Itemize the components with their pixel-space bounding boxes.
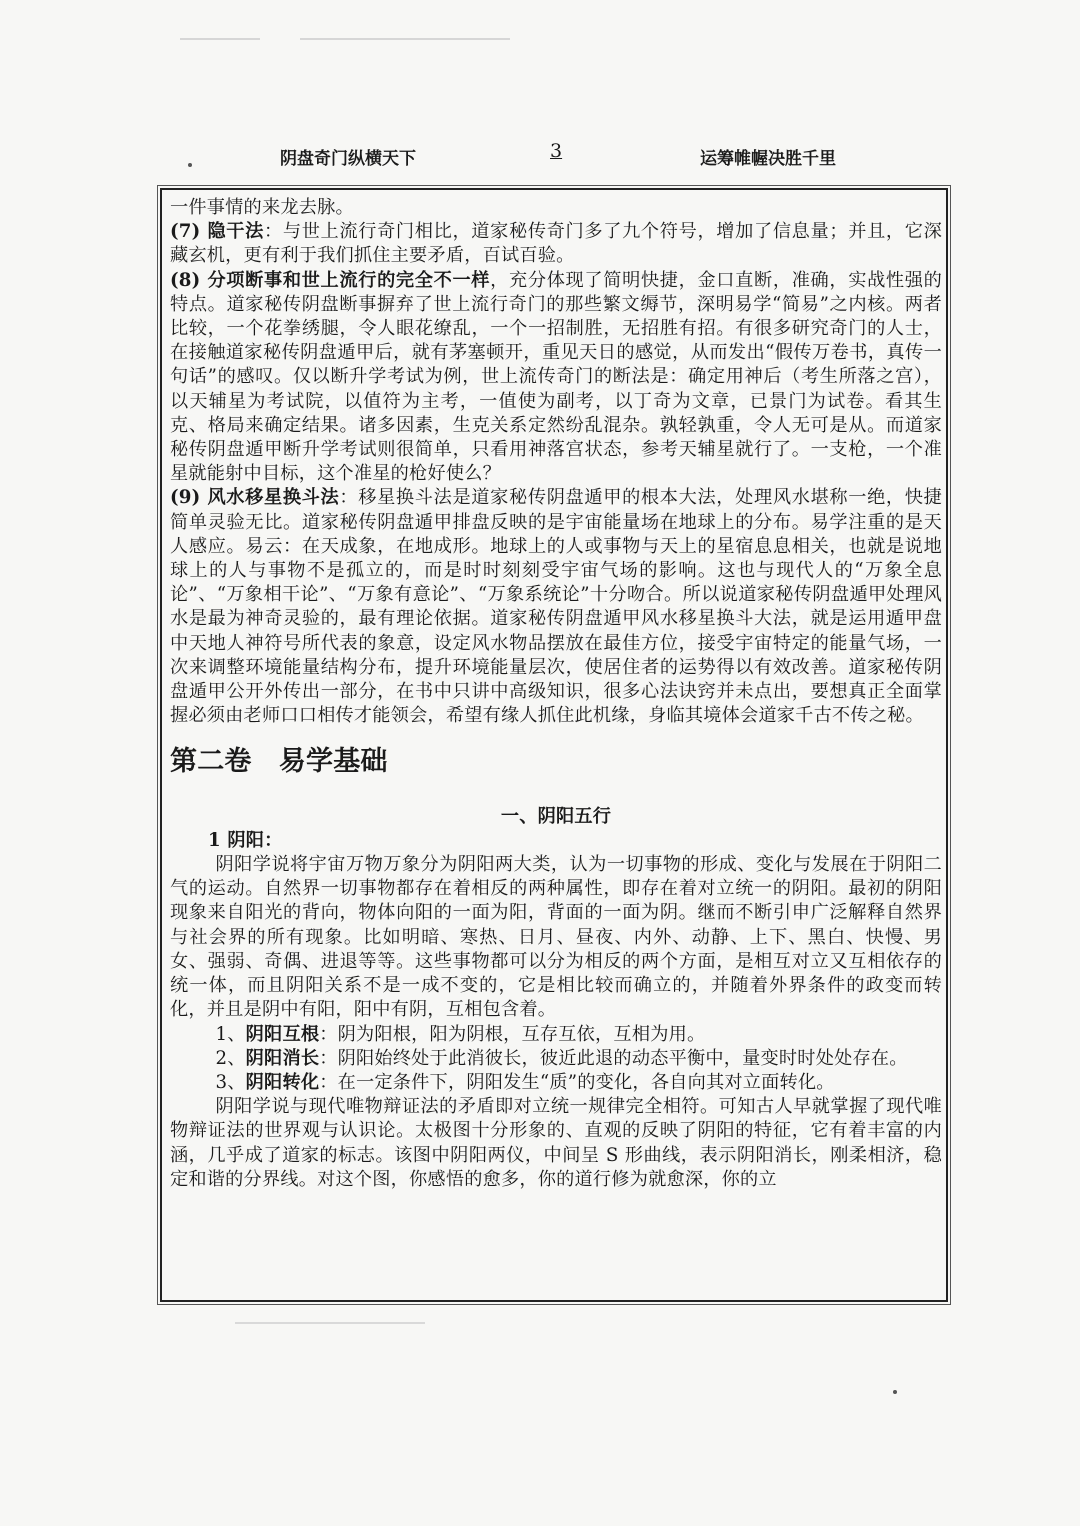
item-number: 2、: [215, 1047, 246, 1069]
page-content: [170, 196, 942, 1192]
item-label: 阴阳转化: [245, 1071, 320, 1093]
item-text: ：阴阳始终处于此消彼长，彼近此退的动态平衡中，量变时时处处存在。: [319, 1047, 908, 1069]
paragraph-text: ：与世上流行奇门相比，道家秘传奇门多了九个符号，增加了信息量；并且，它深藏玄机，更有利于我们抓住主要矛盾，百试百验。: [170, 221, 942, 267]
header-right-title: 运筹帷幄决胜千里: [700, 149, 836, 169]
paragraph-text: ，充分体现了简明快捷，金口直断，准确，实战性强的特点。道家秘传阴盘断事摒弃了世上流行奇门的那些繁文缛节，深明易学“简易”之内核。两者比较，一个花拳绣腿，令人眼花缭乱，一个一招制胜，无招胜有招。有很多研究奇门的人士，在接触道家秘传阴盘遁甲后，就有茅塞顿开，重见天日的感觉，从而发出“假传万卷书，真传一句话”的感叹。仅以断升学考试为例，世上流传奇门的断法是：确定用神后（考生所落之宫），以天辅星为考试院，以值符为主考，一值使为副考，以丁奇为文章，已景门为试卷。看其生克、格局来确定结果。诸多因素，生克关系定然纷乱混杂。孰轻孰重，令人无可是从。而道家秘传阴盘遁甲断升学考试则很简单，只看用神落宫状态，参考天辅星就行了。一支枪，一个准星就能射中目标，这个准星的枪好使么？: [170, 269, 942, 485]
item-text: ：阴为阳根，阳为阴根，互存互依，互相为用。: [319, 1023, 706, 1045]
page-number: 3: [550, 140, 563, 162]
item-number: 1、: [215, 1023, 246, 1045]
yinyang-intro: 阴阳学说将宇宙万物万象分为阴阳两大类，认为一切事物的形成、变化与发展在于阴阳二气的运动。自然界一切事物都存在着相反的两种属性，即存在着对立统一的阴阳。最初的阴阳现象来自阳光的背向，物体向阳的一面为阳，背面的一面为阴。继而不断引申广泛解释自然界与社会界的所有现象。比如明暗、寒热、日月、昼夜、内外、动静、上下、黑白、快慢、男女、强弱、奇偶、进退等等。这些事物都可以分为相反的两个方面，是相互对立又互相依存的统一体，而且阴阳关系不是一成不变的，它是相比较而确立的，并随着外界条件的政变而转化，并且是阴中有阳，阳中有阴，互相包含着。: [170, 854, 942, 1021]
scan-speck: [893, 1390, 897, 1394]
paragraph-text: 一件事情的来龙去脉。: [170, 197, 354, 218]
section-title: 一、阴阳五行: [500, 805, 612, 827]
header-left-title: 阴盘奇门纵横天下: [280, 149, 416, 169]
paragraph-label: (9) 风水移星换斗法: [170, 487, 340, 509]
paragraph-9: [170, 486, 942, 728]
volume-title: 第二卷 易学基础: [170, 746, 388, 778]
item-number: 3、: [215, 1071, 246, 1093]
paragraph-8: [170, 269, 942, 487]
paragraph-label: (8) 分项断事和世上流行的完全不一样: [170, 269, 491, 291]
yinyang-item-1: [170, 1023, 942, 1047]
scan-artifact: [235, 1322, 425, 1324]
paragraph: [170, 196, 942, 220]
scan-artifact: [180, 38, 260, 40]
page-header: [160, 140, 950, 174]
scan-artifact: [300, 38, 510, 40]
yinyang-item-3: [170, 1071, 942, 1095]
subsection-title: 1 阴阳：: [208, 829, 283, 851]
paragraph-7: [170, 220, 942, 268]
item-label: 阴阳互根: [245, 1023, 320, 1045]
paragraph-label: (7) 隐干法: [170, 221, 264, 243]
item-label: 阴阳消长: [245, 1047, 320, 1069]
yinyang-item-2: [170, 1047, 942, 1071]
paragraph-text: ：移星换斗法是道家秘传阴盘遁甲的根本大法，处理风水堪称一绝，快捷简单灵验无比。道家秘传阴盘遁甲排盘反映的是宇宙能量场在地球上的分布。易学注重的是天人感应。易云：在天成象，在地成形。地球上的人或事物与天上的星宿息息相关，也就是说地球上的人与事物不是孤立的，而是时时刻刻受宇宙气场的影响。这也与现代人的“万象全息论”、“万象相干论”、“万象有意论”、“万象系统论”十分吻合。所以说道家秘传阴盘遁甲处理风水是最为神奇灵验的，最有理论依据。道家秘传阴盘遁甲风水移星换斗大法，就是运用遁甲盘中天地人神符号所代表的象意，设定风水物品摆放在最佳方位，接受宇宙特定的能量气场，一次来调整环境能量结构分布，提升环境能量层次，使居住者的运势得以有效改善。道家秘传阴盘遁甲公开外传出一部分，在书中只讲中高级知识，很多心法诀窍并未点出，要想真正全面掌握必须由老师口口相传才能领会，希望有缘人抓住此机缘，身临其境体会道家千古不传之秘。: [170, 487, 942, 727]
item-text: ：在一定条件下，阴阳发生“质”的变化，各自向其对立面转化。: [319, 1071, 835, 1093]
yinyang-closing: 阴阳学说与现代唯物辩证法的矛盾即对立统一规律完全相符。可知古人早就掌握了现代唯物辩证法的世界观与认识论。太极图十分形象的、直观的反映了阴阳的特征，它有着丰富的内涵，几乎成了道家的标志。该图中阴阳两仪，中间呈 S 形曲线，表示阴阳消长，刚柔相济，稳定和谐的分界线。对这个图，你感悟的愈多，你的道行修为就愈深，你的立: [170, 1096, 942, 1190]
